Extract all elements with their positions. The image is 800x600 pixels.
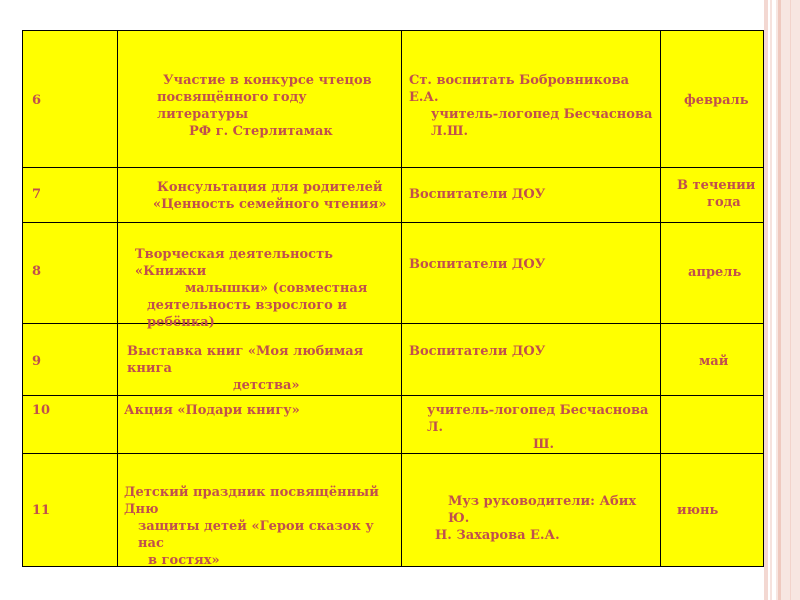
date-line: В течении <box>677 178 756 193</box>
responsible-line: Ст. воспитать Бобровникова Е.А. <box>409 73 630 105</box>
event-line: Акция «Подари книгу» <box>124 403 300 418</box>
event-line: деятельность взрослого и ребёнка) <box>147 298 348 330</box>
date-line: апрель <box>688 265 742 280</box>
row-number: 8 <box>32 264 42 279</box>
column-divider <box>117 31 118 566</box>
responsible-cell <box>409 72 657 140</box>
row-number: 6 <box>32 93 42 108</box>
date-cell <box>684 92 749 109</box>
responsible-cell <box>409 186 545 203</box>
column-divider <box>660 31 661 566</box>
responsible-line: учитель-логопед Бесчаснова <box>431 107 653 122</box>
responsible-cell <box>427 402 657 453</box>
event-cell <box>124 402 396 419</box>
event-line: посвящённого году литературы <box>157 90 307 122</box>
responsible-cell <box>435 493 657 544</box>
date-line: май <box>699 354 729 369</box>
event-line: малышки» (совместная <box>185 281 368 296</box>
event-line: Консультация для родителей <box>157 180 383 195</box>
event-cell <box>157 72 393 140</box>
column-divider <box>401 31 402 566</box>
row-divider <box>23 167 763 168</box>
responsible-cell <box>409 343 545 360</box>
event-line: Творческая деятельность «Книжки <box>135 247 333 279</box>
date-cell <box>677 502 718 519</box>
row-divider <box>23 222 763 223</box>
event-line: Детский праздник посвящённый Дню <box>124 485 379 517</box>
row-divider <box>23 395 763 396</box>
row-number: 9 <box>32 354 42 369</box>
date-cell <box>699 353 728 370</box>
event-line: Участие в конкурсе чтецов <box>163 73 372 88</box>
decorative-stripe <box>764 0 768 600</box>
date-line: года <box>707 195 741 210</box>
event-cell <box>153 179 397 213</box>
event-line: защиты детей «Герои сказок у нас <box>138 519 374 551</box>
responsible-line: Воспитатели ДОУ <box>409 344 546 359</box>
event-cell <box>131 246 399 331</box>
row-number: 7 <box>32 187 42 202</box>
responsible-line: Муз руководители: Абих Ю. <box>448 494 637 526</box>
responsible-cell <box>409 256 545 273</box>
event-cell <box>124 484 398 569</box>
event-cell <box>127 343 399 394</box>
date-line: февраль <box>684 93 749 108</box>
responsible-line: Воспитатели ДОУ <box>409 257 546 272</box>
row-number: 11 <box>32 503 51 518</box>
row-number: 10 <box>32 403 51 418</box>
responsible-line: учитель-логопед Бесчаснова Л. <box>427 403 649 435</box>
event-line: детства» <box>233 378 300 393</box>
event-line: «Ценность семейного чтения» <box>153 197 387 212</box>
responsible-line: Ш. <box>533 437 555 452</box>
event-line: Выставка книг «Моя любимая книга <box>127 344 364 376</box>
event-line: РФ г. Стерлитамак <box>189 124 333 139</box>
responsible-line: Н. Захарова Е.А. <box>435 528 560 543</box>
responsible-line: Л.Ш. <box>431 124 469 139</box>
events-table <box>22 30 764 567</box>
date-cell <box>677 177 761 211</box>
decorative-stripe <box>790 0 791 600</box>
row-divider <box>23 453 763 454</box>
date-line: июнь <box>677 503 719 518</box>
event-line: в гостях» <box>148 553 220 568</box>
date-cell <box>688 264 741 281</box>
decorative-stripe <box>770 0 772 600</box>
responsible-line: Воспитатели ДОУ <box>409 187 546 202</box>
decorative-stripe <box>778 0 781 600</box>
